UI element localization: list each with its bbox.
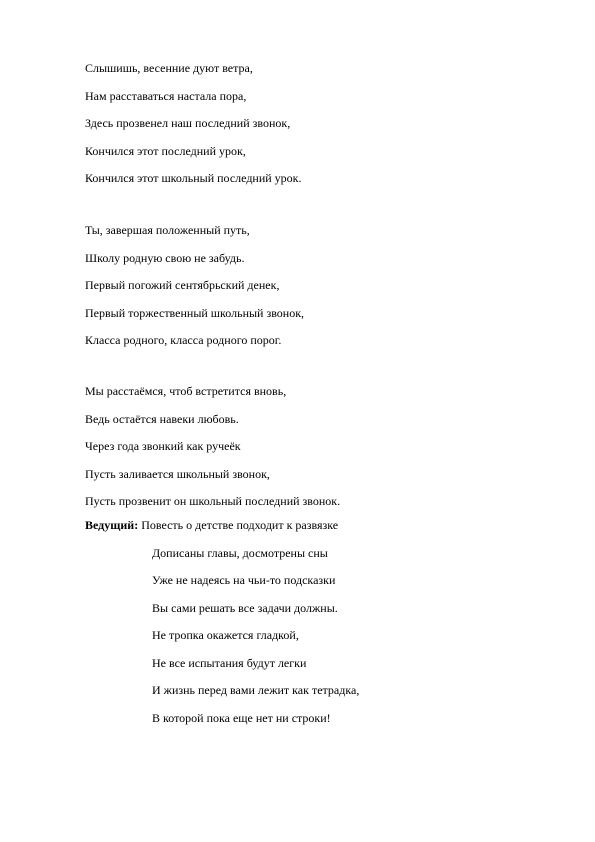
poem-line: Первый торжественный школьный звонок, bbox=[85, 305, 305, 320]
speaker-line: Вы сами решать все задачи должны. bbox=[152, 600, 338, 615]
poem-line: Здесь прозвенел наш последний звонок, bbox=[85, 116, 291, 130]
poem-line: Мы расстаёмся, чтоб встретится вновь, bbox=[85, 384, 287, 398]
speaker-line: Не тропка окажется гладкой, bbox=[152, 628, 299, 642]
speaker-name: Ведущий: bbox=[85, 518, 139, 532]
speaker-line-text: Повесть о детстве подходит к развязке bbox=[138, 518, 339, 532]
poem-stanza-1 bbox=[85, 61, 515, 185]
poem-stanza-2 bbox=[85, 223, 515, 347]
poem-line: Школу родную свою не забудь. bbox=[85, 250, 245, 265]
speaker-indented-lines bbox=[152, 546, 515, 725]
speaker-line: В которой пока еще нет ни строки! bbox=[152, 710, 331, 725]
poem-line: Кончился этот школьный последний урок. bbox=[85, 171, 302, 185]
poem-line: Пусть заливается школьный звонок, bbox=[85, 466, 270, 481]
speaker-line: Дописаны главы, досмотрены сны bbox=[152, 545, 328, 560]
poem-line: Через года звонкий как ручеёк bbox=[85, 439, 241, 453]
poem-line: Класса родного, класса родного порог. bbox=[85, 333, 282, 347]
speaker-block bbox=[85, 518, 515, 725]
poem-line: Слышишь, весенние дуют ветра, bbox=[85, 61, 253, 75]
poem-stanza-3 bbox=[85, 384, 515, 508]
poem-line: Первый погожий сентябрьский денек, bbox=[85, 278, 280, 292]
speaker-line: И жизнь перед вами лежит как тетрадка, bbox=[152, 683, 360, 697]
poem-line: Нам расставаться настала пора, bbox=[85, 88, 247, 103]
speaker-first-line bbox=[85, 518, 515, 532]
poem-line: Пусть прозвенит он школьный последний звонок. bbox=[85, 494, 341, 508]
poem-line: Ты, завершая положенный путь, bbox=[85, 223, 250, 237]
speaker-line: Уже не надеясь на чьи-то подсказки bbox=[152, 573, 336, 587]
speaker-line: Не все испытания будут легки bbox=[152, 655, 307, 670]
poem-line: Ведь остаётся навеки любовь. bbox=[85, 411, 239, 426]
poem-line: Кончился этот последний урок, bbox=[85, 143, 246, 158]
